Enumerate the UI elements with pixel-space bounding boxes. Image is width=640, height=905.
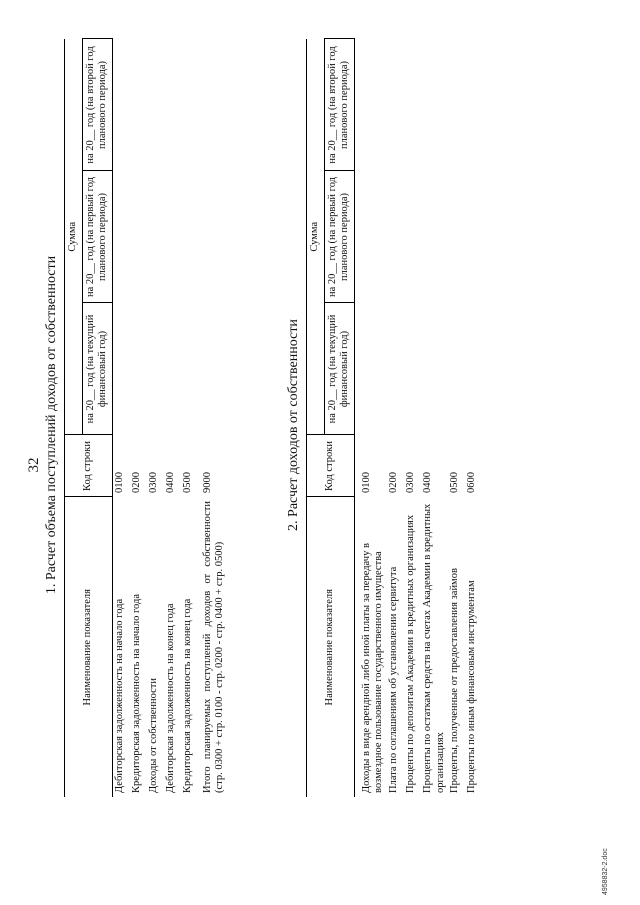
table-row-total (198, 39, 228, 797)
value-cell (421, 303, 448, 435)
row-code: 0200 (387, 472, 399, 493)
table-row (465, 39, 482, 797)
value-cell (387, 171, 404, 303)
document-reference: 4958832-2.doc (602, 848, 609, 895)
property-income-table (306, 38, 482, 797)
row-name: Кредиторская задолженность на конец года (181, 598, 193, 793)
table-row (421, 39, 448, 797)
value-cell (198, 303, 228, 435)
header-second-plan-year: на 20__ год (на второй год планового периода) (324, 39, 354, 171)
value-cell (164, 39, 181, 171)
header-current-year: на 20__ год (на текущий финансовый год) (82, 303, 112, 435)
value-cell (354, 39, 387, 171)
value-cell (130, 171, 147, 303)
header-row-code: Код строки (65, 435, 113, 497)
section-2-title: 2. Расчет доходов от собственности (286, 319, 301, 531)
row-code: 0300 (147, 472, 159, 493)
row-name: Проценты по депозитам Академии в кредитных организациях (404, 514, 416, 793)
value-cell (354, 171, 387, 303)
row-name: Кредиторская задолженность на начало года (130, 593, 142, 793)
header-sum: Сумма (307, 39, 325, 435)
table-row (404, 39, 421, 797)
value-cell (448, 171, 465, 303)
table-row (354, 39, 387, 797)
value-cell (421, 39, 448, 171)
value-cell (198, 171, 228, 303)
header-row-code: Код строки (307, 435, 355, 497)
value-cell (181, 303, 198, 435)
row-name: Проценты по остаткам средств на счетах Академии в кредитных организациях (421, 503, 446, 793)
table-row (164, 39, 181, 797)
row-name: Дебиторская задолженность на начало года (113, 598, 125, 793)
value-cell (147, 303, 164, 435)
income-receipts-table (64, 38, 228, 797)
value-cell (465, 39, 482, 171)
header-second-plan-year: на 20__ год (на второй год планового периода) (82, 39, 112, 171)
row-code: 0300 (404, 472, 416, 493)
value-cell (354, 303, 387, 435)
row-code: 0600 (466, 472, 478, 493)
row-name: Дебиторская задолженность на конец года (164, 603, 176, 793)
value-cell (130, 39, 147, 171)
row-code: 9000 (201, 472, 213, 493)
value-cell (147, 171, 164, 303)
value-cell (387, 303, 404, 435)
row-code: 0500 (449, 472, 461, 493)
row-code: 0400 (421, 472, 433, 493)
table-row (130, 39, 147, 797)
header-indicator-name: Наименование показателя (65, 497, 113, 797)
row-code: 0400 (164, 472, 176, 493)
value-cell (164, 171, 181, 303)
page-number: 32 (26, 457, 42, 473)
table-row (181, 39, 198, 797)
value-cell (404, 39, 421, 171)
value-cell (448, 39, 465, 171)
table-row (112, 39, 130, 797)
value-cell (465, 303, 482, 435)
header-indicator-name: Наименование показателя (307, 497, 355, 797)
value-cell (164, 303, 181, 435)
value-cell (112, 39, 130, 171)
row-name: Доходы от собственности (147, 678, 159, 793)
row-name: Доходы в виде арендной либо иной платы за передачу в возмездное пользование государственного имущества (360, 543, 385, 793)
row-name: Плата по соглашениям об установлении сервитута (387, 566, 399, 793)
row-name: Проценты по иным финансовым инструментам (466, 580, 478, 793)
value-cell (387, 39, 404, 171)
header-sum: Сумма (65, 39, 83, 435)
value-cell (404, 303, 421, 435)
row-name: Проценты, полученные от предоставления займов (449, 568, 461, 793)
value-cell (404, 171, 421, 303)
row-name: Итого планируемых поступлений доходов от собственности (стр. 0300 + стр. 0100 - стр. 0200 - стр. 0400 + стр. 0500) (201, 501, 226, 793)
value-cell (198, 39, 228, 171)
header-current-year: на 20__ год (на текущий финансовый год) (324, 303, 354, 435)
table-row (147, 39, 164, 797)
value-cell (112, 171, 130, 303)
value-cell (181, 39, 198, 171)
header-first-plan-year: на 20__ год (на первый год планового периода) (82, 171, 112, 303)
row-code: 0200 (130, 472, 142, 493)
value-cell (181, 171, 198, 303)
section-1-title: 1. Расчет объема поступлений доходов от собственности (44, 255, 59, 595)
row-code: 0500 (181, 472, 193, 493)
value-cell (130, 303, 147, 435)
table-row (448, 39, 465, 797)
value-cell (465, 171, 482, 303)
value-cell (421, 171, 448, 303)
table-row (387, 39, 404, 797)
header-first-plan-year: на 20__ год (на первый год планового периода) (324, 171, 354, 303)
value-cell (448, 303, 465, 435)
value-cell (147, 39, 164, 171)
value-cell (112, 303, 130, 435)
row-code: 0100 (360, 472, 372, 493)
row-code: 0100 (113, 472, 125, 493)
